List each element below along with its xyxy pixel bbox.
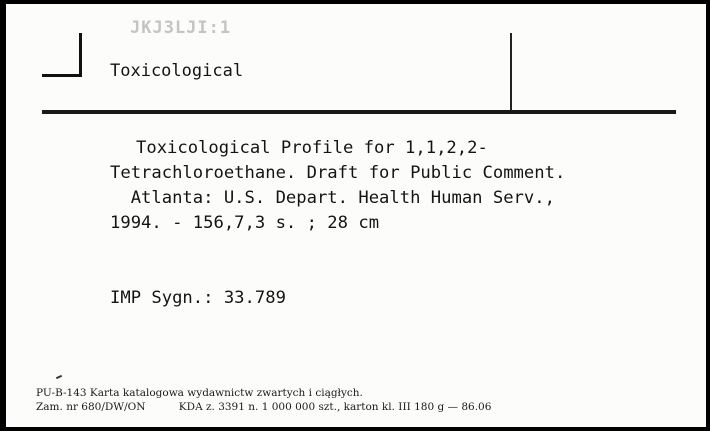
corner-mark-vertical <box>79 33 82 77</box>
imprint-line: Atlanta: U.S. Depart. Health Human Serv., <box>110 188 555 208</box>
horizontal-rule <box>42 110 676 114</box>
catalog-card <box>6 4 706 427</box>
corner-mark-horizontal <box>42 74 82 77</box>
card-heading: Toxicological <box>110 61 244 81</box>
faded-stamp: JKJ3LJI:1 <box>130 18 232 38</box>
shelf-signature: IMP Sygn.: 33.789 <box>110 288 286 308</box>
footer-order-line: Zam. nr 680/DW/ON KDA z. 3391 n. 1 000 000 szt., karton kl. III 180 g — 86.06 <box>36 401 492 413</box>
header-divider <box>510 33 512 113</box>
extent-line: 1994. - 156,7,3 s. ; 28 cm <box>110 213 380 233</box>
title-line-1: Toxicological Profile for 1,1,2,2- <box>136 138 488 158</box>
footer-form-line: PU-B-143 Karta katalogowa wydawnictw zwartych i ciągłych. <box>36 387 363 399</box>
title-line-2: Tetrachloroethane. Draft for Public Comment. <box>110 163 566 183</box>
ink-mark <box>56 375 62 379</box>
